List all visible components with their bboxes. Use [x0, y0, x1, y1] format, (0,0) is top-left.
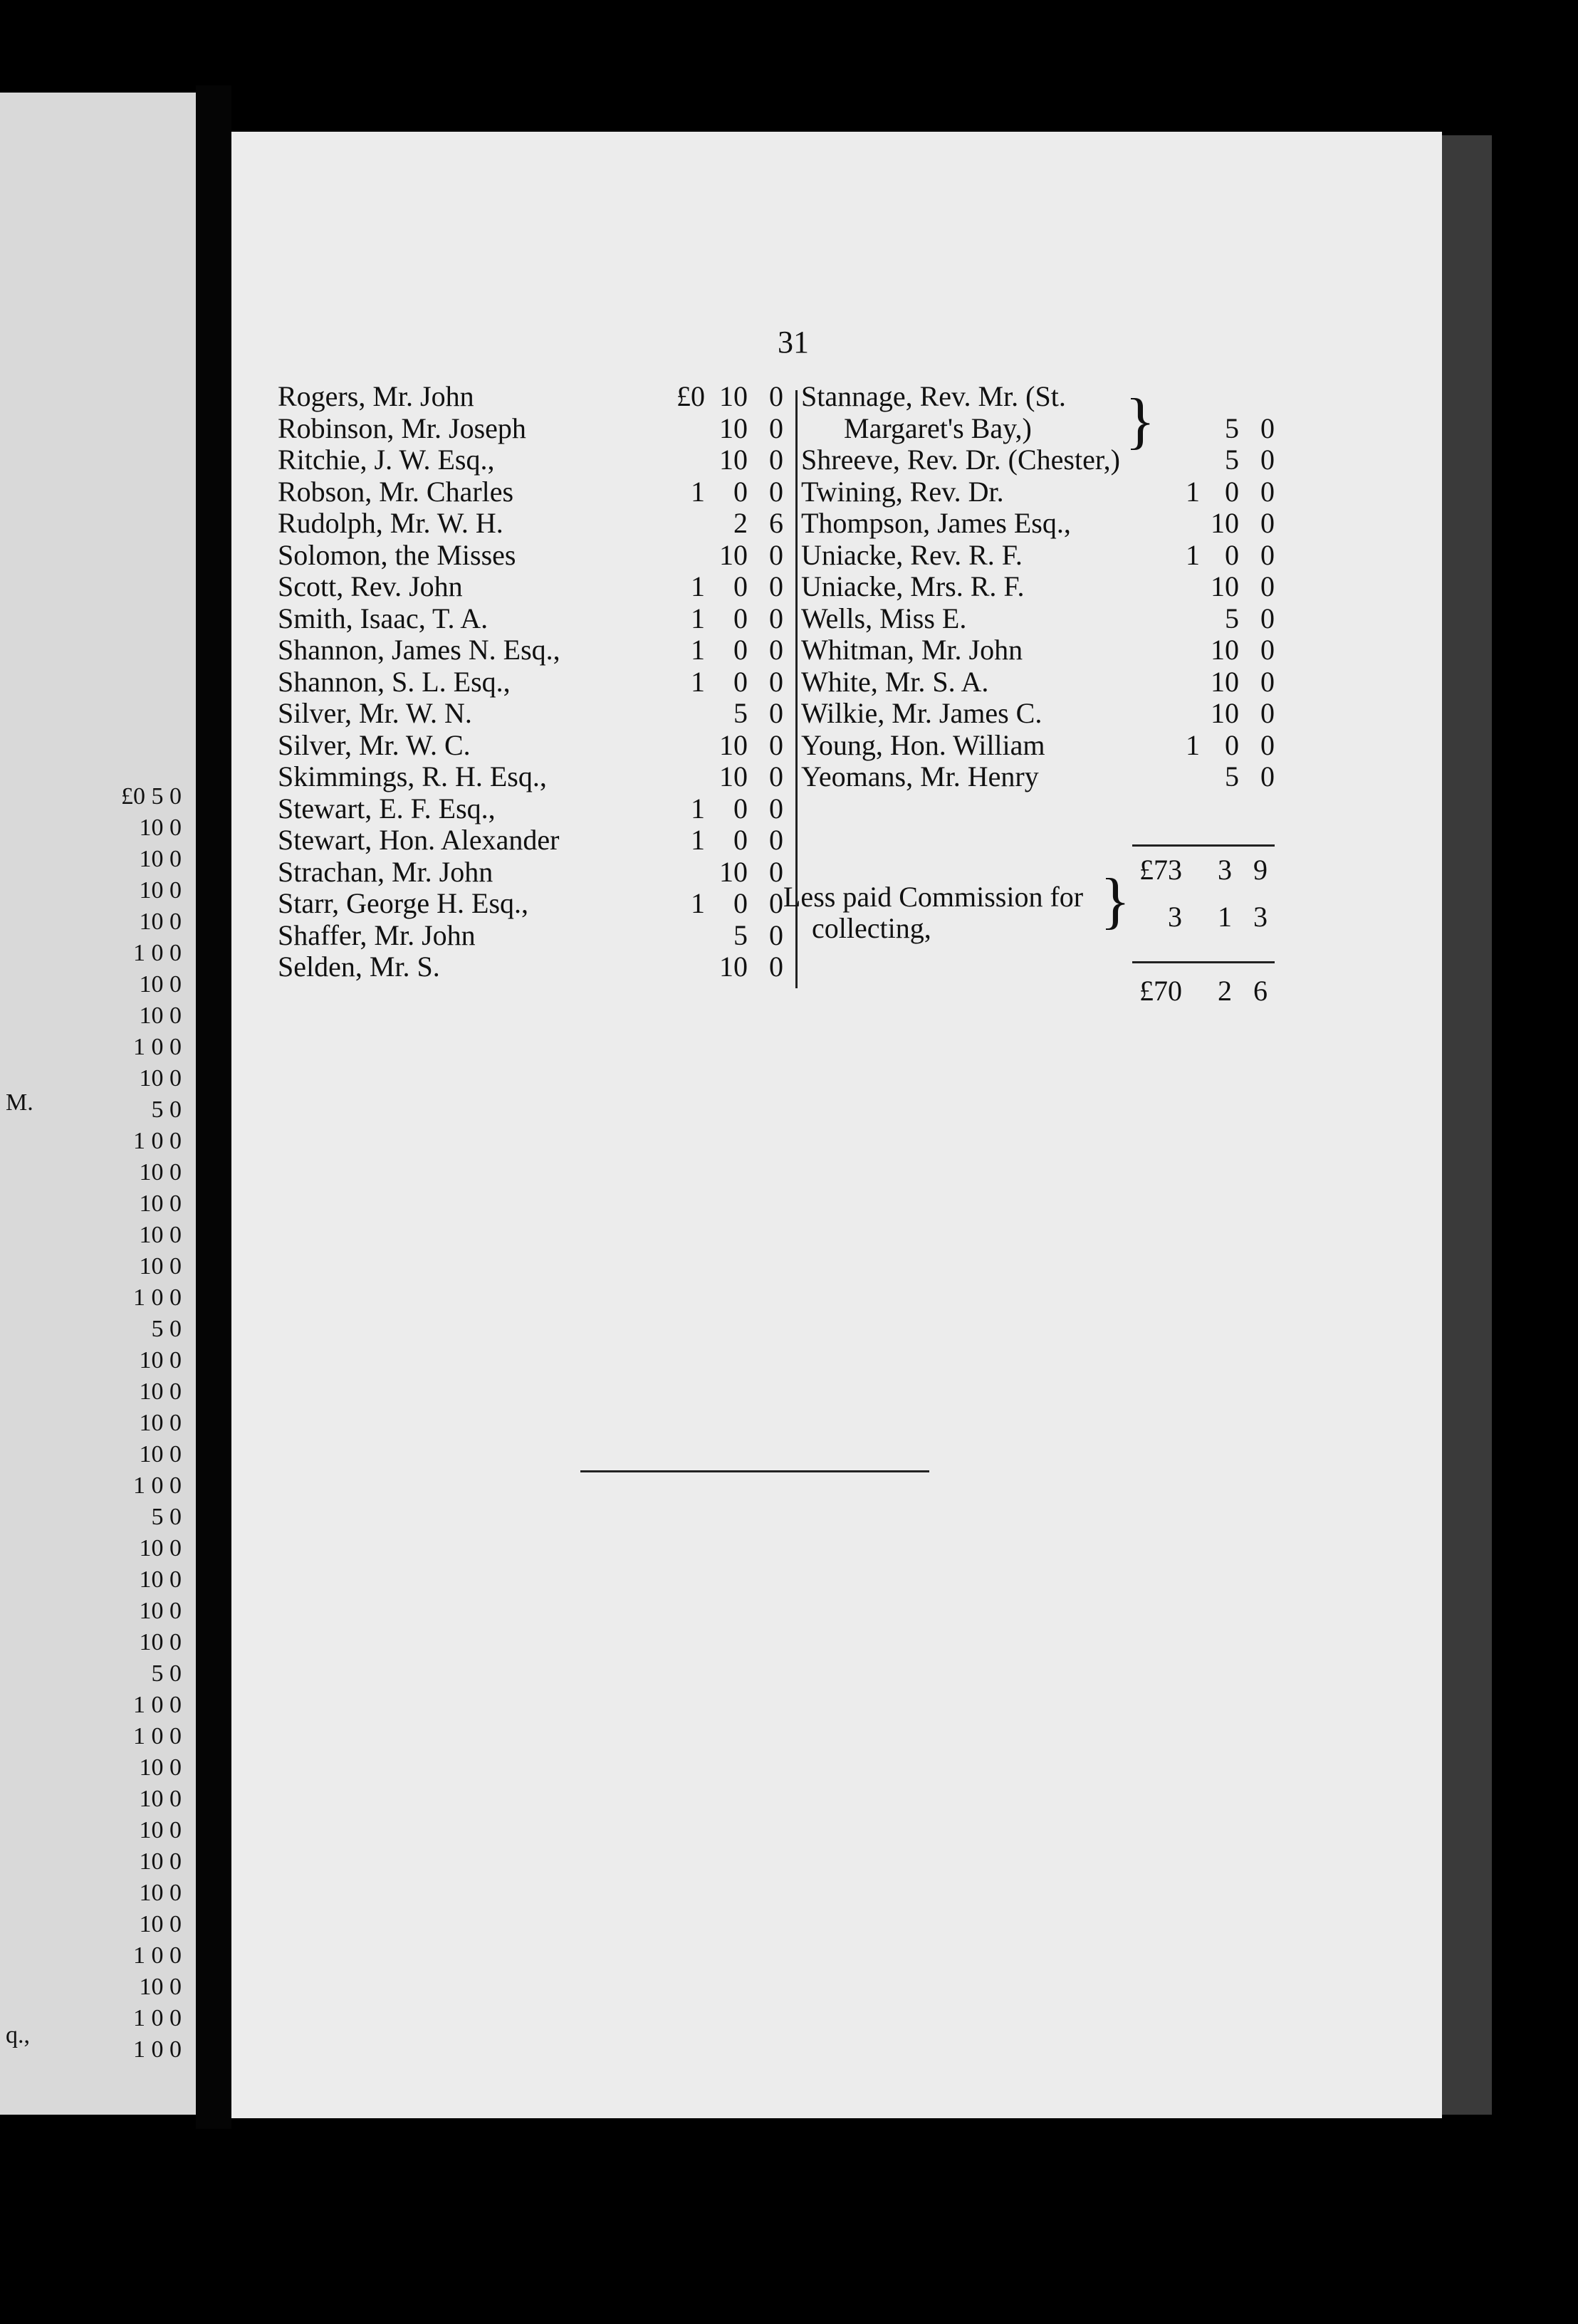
table-row: [278, 413, 790, 444]
table-row: [278, 508, 790, 539]
facing-page-amount: 1 0 0: [133, 1723, 182, 1749]
table-row: [278, 888, 790, 919]
shillings: 10: [719, 380, 748, 412]
subscriber-name: Ritchie, J. W. Esq.,: [278, 444, 495, 476]
facing-page-fragment: M.: [6, 1089, 33, 1116]
facing-page-amount: 1 0 0: [133, 1472, 182, 1499]
facing-page-amount: 5 0: [151, 1096, 182, 1123]
facing-page-amount: 10 0: [139, 1253, 182, 1279]
subscriber-name: Smith, Isaac, T. A.: [278, 602, 488, 634]
pence: 0: [1260, 412, 1275, 444]
pounds: 1: [691, 570, 705, 602]
commission-row: [1132, 901, 1282, 933]
shillings: 5: [733, 918, 748, 951]
shillings: 0: [733, 665, 748, 698]
shillings: 2: [733, 507, 748, 539]
facing-page-amount: 10 0: [139, 909, 182, 935]
shillings: 5: [1225, 760, 1239, 792]
subscriber-name: Robinson, Mr. Joseph: [278, 412, 526, 444]
table-row: [278, 634, 790, 666]
pence: 0: [769, 538, 783, 571]
subscriber-name: Margaret's Bay,): [844, 412, 1032, 444]
subscriber-name: Wells, Miss E.: [801, 602, 967, 634]
table-row: [801, 730, 1285, 761]
currency-mark: £0: [676, 380, 705, 412]
pence: 0: [769, 444, 783, 476]
pence: 0: [769, 697, 783, 729]
pence: 0: [769, 728, 783, 761]
book-gutter: [196, 85, 231, 2129]
shillings: 10: [719, 412, 748, 444]
subscriber-name: Rogers, Mr. John: [278, 380, 474, 412]
commission-line-2: collecting,: [812, 912, 931, 944]
pence: 0: [1260, 444, 1275, 476]
pence: 6: [769, 507, 783, 539]
pence: 0: [769, 951, 783, 983]
table-row: [278, 476, 790, 508]
total-shillings: 2: [1218, 975, 1232, 1007]
table-row: [801, 413, 1285, 444]
subscriber-name: Stewart, Hon. Alexander: [278, 824, 560, 856]
table-row: [278, 793, 790, 825]
subscriber-name: Starr, George H. Esq.,: [278, 887, 529, 919]
facing-page-amount: 10 0: [139, 1629, 182, 1655]
facing-page-amount: 1 0 0: [133, 1034, 182, 1060]
shillings: 10: [719, 951, 748, 983]
shillings: 0: [1225, 538, 1239, 571]
pence: 0: [1260, 475, 1275, 508]
brace-stannage: }: [1125, 387, 1156, 456]
table-row: [278, 920, 790, 951]
table-row: [278, 444, 790, 476]
subscriber-name: Yeomans, Mr. Henry: [801, 760, 1039, 792]
subscriber-name: Scott, Rev. John: [278, 570, 463, 602]
facing-page: [0, 93, 196, 2115]
subtotal-pence: 9: [1253, 854, 1268, 886]
facing-page-amount: 10 0: [139, 1566, 182, 1593]
subscriber-name: Silver, Mr. W. C.: [278, 728, 471, 761]
table-row: [801, 666, 1285, 698]
pence: 0: [1260, 760, 1275, 792]
shillings: 5: [733, 697, 748, 729]
subtotal-row: [1132, 854, 1282, 886]
facing-page-amount: 10 0: [139, 1880, 182, 1906]
facing-page-amount: 10 0: [139, 1003, 182, 1029]
facing-page-amount: 1 0 0: [133, 2036, 182, 2063]
pence: 0: [769, 855, 783, 888]
shillings: 0: [733, 570, 748, 602]
pence: 0: [769, 824, 783, 856]
brace-commission: }: [1100, 867, 1131, 936]
commission-pounds: 3: [1168, 901, 1182, 933]
table-row: [801, 476, 1285, 508]
pence: 0: [1260, 634, 1275, 666]
pounds: 1: [691, 665, 705, 698]
total-row: [1132, 975, 1282, 1007]
subscriber-name: Young, Hon. William: [801, 728, 1045, 761]
subscriber-name: Shreeve, Rev. Dr. (Chester,): [801, 444, 1120, 476]
subscriber-name: Stewart, E. F. Esq.,: [278, 792, 496, 825]
table-row: [278, 698, 790, 729]
subtotal-rule: [1132, 844, 1275, 847]
facing-page-amount: 10 0: [139, 1911, 182, 1937]
facing-page-amount: 1 0 0: [133, 1942, 182, 1969]
shillings: 10: [719, 855, 748, 888]
table-row: [801, 571, 1285, 602]
facing-page-fragment: q.,: [6, 2022, 30, 2048]
pounds: 1: [691, 887, 705, 919]
table-row: [278, 857, 790, 888]
shillings: 10: [719, 728, 748, 761]
shillings: 0: [733, 634, 748, 666]
facing-page-amount: 1 0 0: [133, 2005, 182, 2031]
facing-page-amount: 10 0: [139, 1410, 182, 1436]
shillings: 10: [1211, 570, 1239, 602]
pence: 0: [1260, 665, 1275, 698]
facing-page-amount: 10 0: [139, 1974, 182, 2000]
shillings: 10: [719, 760, 748, 792]
pounds: 1: [691, 602, 705, 634]
subscriber-name: Solomon, the Misses: [278, 538, 516, 571]
pounds: 1: [1186, 475, 1200, 508]
pence: 0: [769, 412, 783, 444]
page-number: 31: [778, 325, 809, 360]
shillings: 0: [733, 792, 748, 825]
shillings: 10: [1211, 634, 1239, 666]
pence: 0: [769, 665, 783, 698]
shillings: 10: [719, 444, 748, 476]
subscriber-name: Shaffer, Mr. John: [278, 918, 476, 951]
facing-page-amount: 10 0: [139, 815, 182, 841]
subtotal-pounds: £73: [1139, 854, 1182, 886]
table-row: [278, 381, 790, 412]
facing-page-amount: 5 0: [151, 1660, 182, 1687]
subscriber-name: Shannon, S. L. Esq.,: [278, 665, 511, 698]
table-row: [278, 761, 790, 792]
pence: 0: [769, 760, 783, 792]
subscriber-name: Whitman, Mr. John: [801, 634, 1023, 666]
pounds: 1: [691, 824, 705, 856]
facing-page-amount: 1 0 0: [133, 940, 182, 966]
pence: 0: [1260, 728, 1275, 761]
facing-page-amount: 10 0: [139, 1441, 182, 1467]
pence: 0: [1260, 507, 1275, 539]
pence: 0: [1260, 602, 1275, 634]
facing-page-amount: 10 0: [139, 1378, 182, 1405]
facing-page-amount: 10 0: [139, 846, 182, 872]
facing-page-amount: 10 0: [139, 971, 182, 998]
table-row: [801, 381, 1285, 412]
facing-page-amount: 10 0: [139, 1347, 182, 1373]
subscriber-name: Uniacke, Mrs. R. F.: [801, 570, 1025, 602]
shillings: 0: [733, 602, 748, 634]
table-row: [801, 698, 1285, 729]
pence: 0: [1260, 570, 1275, 602]
total-pounds: £70: [1139, 975, 1182, 1007]
facing-page-amount: 10 0: [139, 1817, 182, 1843]
table-row: [801, 761, 1285, 792]
pence: 0: [769, 918, 783, 951]
subscriber-name: Strachan, Mr. John: [278, 855, 493, 888]
subscriber-name: Uniacke, Rev. R. F.: [801, 538, 1023, 571]
facing-page-amount: 1 0 0: [133, 1284, 182, 1311]
subscriber-name: Stannage, Rev. Mr. (St.: [801, 380, 1066, 412]
commission-pence: 3: [1253, 901, 1268, 933]
table-row: [278, 666, 790, 698]
facing-page-amount: 10 0: [139, 1754, 182, 1781]
facing-page-amount: 10 0: [139, 1190, 182, 1217]
shillings: 0: [733, 824, 748, 856]
facing-page-amount: 10 0: [139, 1222, 182, 1248]
subscriber-name: Shannon, James N. Esq.,: [278, 634, 560, 666]
table-row: [278, 603, 790, 634]
section-divider-rule: [580, 1470, 929, 1472]
table-row: [801, 603, 1285, 634]
pounds: 1: [691, 634, 705, 666]
subtotal-shillings: 3: [1218, 854, 1232, 886]
shillings: 5: [1225, 602, 1239, 634]
table-row: [801, 444, 1285, 476]
shillings: 10: [1211, 507, 1239, 539]
pence: 0: [769, 887, 783, 919]
commission-line-1: Less paid Commission for: [783, 881, 1084, 913]
pence: 0: [769, 475, 783, 508]
facing-page-amount: 1 0 0: [133, 1128, 182, 1154]
pounds: 1: [1186, 538, 1200, 571]
pence: 0: [769, 634, 783, 666]
shillings: 0: [733, 887, 748, 919]
shillings: 5: [1225, 444, 1239, 476]
facing-page-amount: 10 0: [139, 1598, 182, 1624]
subscriber-name: Silver, Mr. W. N.: [278, 697, 472, 729]
facing-page-amount: 1 0 0: [133, 1692, 182, 1718]
subscriber-name: White, Mr. S. A.: [801, 665, 989, 698]
facing-page-amount: 5 0: [151, 1504, 182, 1530]
table-row: [801, 634, 1285, 666]
shillings: 0: [1225, 728, 1239, 761]
pence: 0: [1260, 697, 1275, 729]
table-row: [278, 730, 790, 761]
facing-page-amount: 10 0: [139, 877, 182, 904]
facing-page-amount: 5 0: [151, 1316, 182, 1342]
shillings: 10: [1211, 697, 1239, 729]
total-pence: 6: [1253, 975, 1268, 1007]
subscriber-name: Wilkie, Mr. James C.: [801, 697, 1043, 729]
subscriber-name: Skimmings, R. H. Esq.,: [278, 760, 547, 792]
pence: 0: [769, 570, 783, 602]
facing-page-amount: 10 0: [139, 1535, 182, 1561]
pence: 0: [769, 792, 783, 825]
table-row: [801, 508, 1285, 539]
subscriber-name: Robson, Mr. Charles: [278, 475, 514, 508]
table-row: [278, 540, 790, 571]
shillings: 5: [1225, 412, 1239, 444]
total-rule: [1132, 961, 1275, 963]
shillings: 0: [733, 475, 748, 508]
pounds: 1: [691, 475, 705, 508]
facing-page-amount: 10 0: [139, 1159, 182, 1185]
facing-page-amount: 10 0: [139, 1848, 182, 1875]
pounds: 1: [691, 792, 705, 825]
subscriber-name: Selden, Mr. S.: [278, 951, 440, 983]
table-row: [801, 540, 1285, 571]
table-row: [278, 951, 790, 983]
subscriber-name: Thompson, James Esq.,: [801, 507, 1071, 539]
table-row: [278, 825, 790, 856]
pounds: 1: [1186, 728, 1200, 761]
table-row: [278, 571, 790, 602]
pence: 0: [769, 602, 783, 634]
pence: 0: [769, 380, 783, 412]
facing-page-amount: £0 5 0: [121, 783, 182, 810]
facing-page-amount: 10 0: [139, 1786, 182, 1812]
facing-page-amount: 10 0: [139, 1065, 182, 1092]
subscriber-name: Rudolph, Mr. W. H.: [278, 507, 503, 539]
shillings: 0: [1225, 475, 1239, 508]
shillings: 10: [1211, 665, 1239, 698]
subscriber-name: Twining, Rev. Dr.: [801, 475, 1004, 508]
shillings: 10: [719, 538, 748, 571]
page-edge: [1442, 135, 1492, 2115]
commission-shillings: 1: [1218, 901, 1232, 933]
pence: 0: [1260, 538, 1275, 571]
